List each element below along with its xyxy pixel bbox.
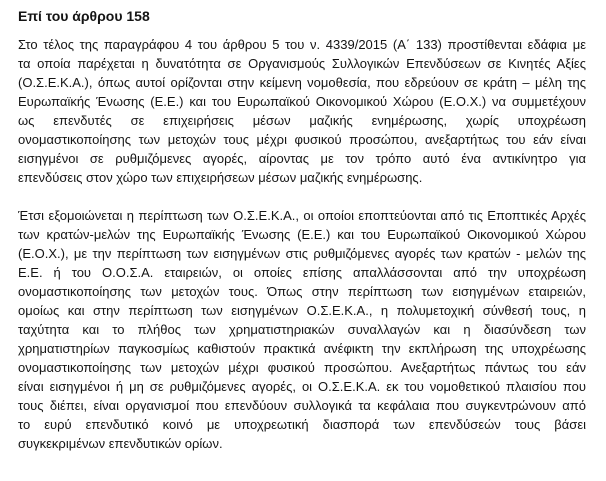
paragraph-1 bbox=[18, 35, 586, 187]
text-line: Ευρωπαϊκής Ένωσης (Ε.Ε.) και του Ευρωπαϊκού Οικονομικού Χώρου (Ε.Ο.Χ.) να συμμετέχουν bbox=[18, 94, 586, 109]
text-line: το ευρύ επενδυτικό κοινό με υποχρεωτική διασπορά των επενδύσεών τους βάσει bbox=[18, 417, 586, 432]
text-line: συγκεκριμένων επενδυτικών ορίων. bbox=[18, 436, 223, 451]
paragraph-2 bbox=[18, 206, 586, 453]
text-line: ταχύτητα και το πλήθος των χρηματιστηριακών συναλλαγών και η διασύνδεση των bbox=[18, 322, 586, 337]
text-line: τους διέπει, είναι οργανισμοί που επενδύουν συλλογικά τα κεφάλαια που συγκεντρώνουν από bbox=[18, 398, 586, 413]
text-line: επενδύσεις στον χώρο των επιχειρήσεων μέσων μαζικής ενημέρωσης. bbox=[18, 170, 423, 185]
text-line: ως επενδυτές σε επιχειρήσεις μέσων μαζικής ενημέρωσης, χωρίς υποχρέωση bbox=[18, 113, 586, 128]
text-line: ονομαστικοποίησης των μετοχών τους. Όπως στην περίπτωση των εισηγμένων εταιρειών, bbox=[18, 284, 586, 299]
text-line: Έτσι εξομοιώνεται η περίπτωση των Ο.Σ.Ε.Κ.Α., οι οποίοι εποπτεύονται από τις Εποπτικές Αρχές bbox=[18, 208, 586, 223]
text-line: χρηματιστηρίων παγκοσμίως καθιστούν πρακτικά ανέφικτη την εκπλήρωση της υποχρέωσης bbox=[18, 341, 586, 356]
text-line: (Ε.Ο.Χ.), με την περίπτωση των εισηγμένων στις ρυθμιζόμενες αγορές των κρατών - μελών της bbox=[18, 246, 586, 261]
article-heading: Επί του άρθρου 158 bbox=[18, 8, 150, 24]
text-line: (Ο.Σ.Ε.Κ.Α.), όπως αυτοί ορίζονται στην κείμενη νομοθεσία, που εδρεύουν σε κράτη – μέλη της bbox=[18, 75, 586, 90]
text-line: Ε.Ε. ή του Ο.Ο.Σ.Α. εταιρειών, οι οποίες επίσης απαλλάσσονται από την υποχρέωση bbox=[18, 265, 586, 280]
text-line: ονομαστικοποίησης των μετοχών μέχρι φυσικού προσώπου. Ανεξαρτήτως πάντως του εάν bbox=[18, 360, 586, 375]
text-line: είναι εισηγμένοι ή μη σε ρυθμιζόμενες αγορές, οι Ο.Σ.Ε.Κ.Α. εκ του νομοθετικού πλαισίου που bbox=[18, 379, 586, 394]
text-line: των κρατών-μελών της Ευρωπαϊκής Ένωσης (Ε.Ε.) και του Ευρωπαϊκού Οικονομικού Χώρου bbox=[18, 227, 586, 242]
text-line: εισηγμένοι σε ρυθμιζόμενες αγορές, αίροντας με τον τρόπο αυτό ένα αντικίνητρο για bbox=[18, 151, 586, 166]
text-line: Στο τέλος της παραγράφου 4 του άρθρου 5 του ν. 4339/2015 (Α΄ 133) προστίθενται εδάφια με bbox=[18, 37, 586, 52]
text-line: ομοίως και στην περίπτωση των εισηγμένων Ο.Σ.Ε.Κ.Α., η πολυμετοχική σύνθεσή τους, η bbox=[18, 303, 586, 318]
text-line: τα οποία παρέχεται η δυνατότητα σε Οργανισμούς Συλλογικών Επενδύσεων σε Κινητές Αξίες bbox=[18, 56, 586, 71]
text-line: ονομαστικοποίησης των μετοχών τους μέχρι φυσικού προσώπου, ανεξαρτήτως του εάν είναι bbox=[18, 132, 586, 147]
